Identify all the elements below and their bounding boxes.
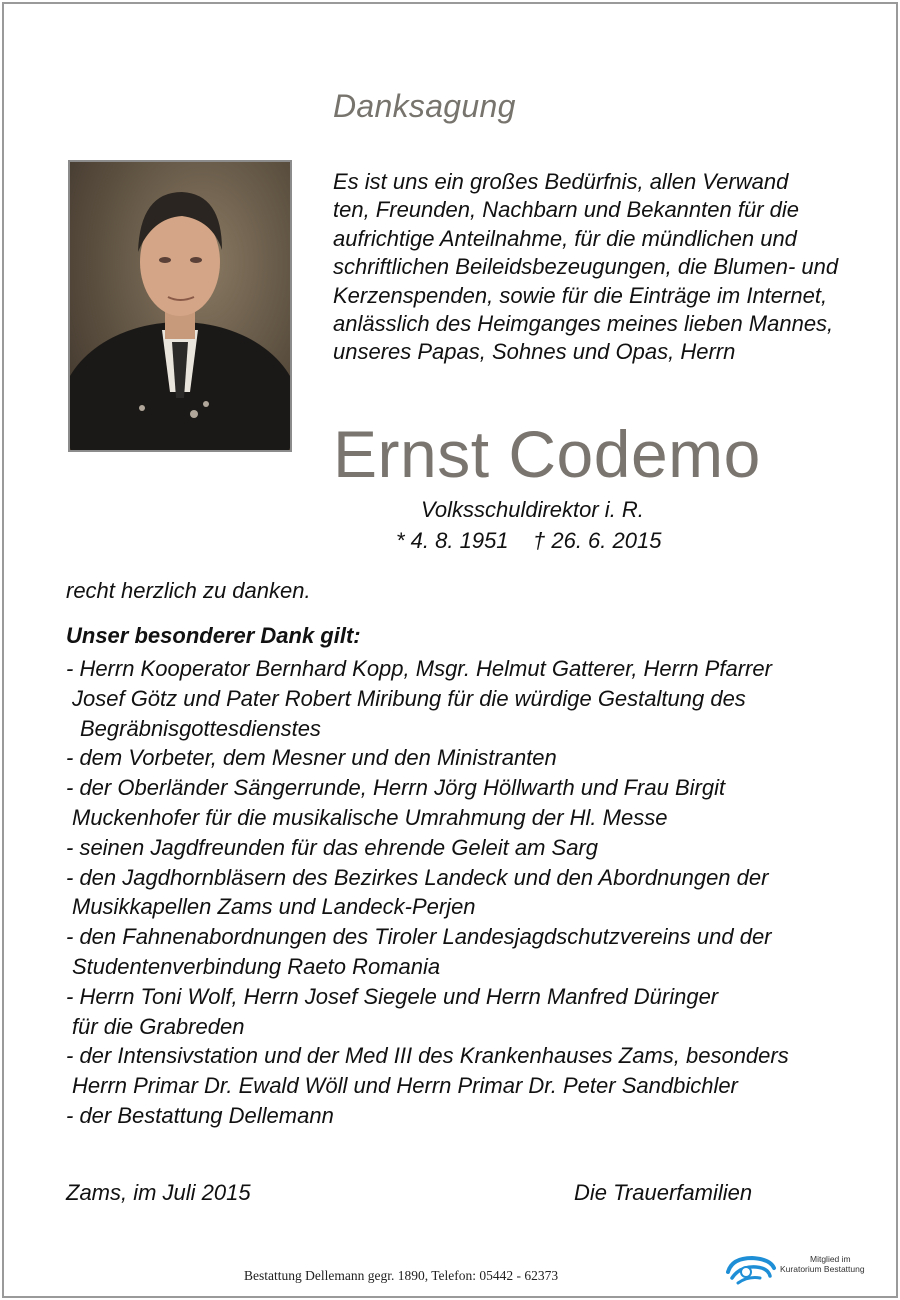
page-title: Danksagung [333,88,516,124]
thanks-line: Josef Götz und Pater Robert Miribung für die würdige Gestaltung des [72,685,746,711]
thanks-line: - den Fahnenabordnungen des Tiroler Landesjagdschutzvereins und der [66,924,772,950]
portrait-illustration [70,162,290,450]
thanks-line: Herrn Primar Dr. Ewald Wöll und Herrn Primar Dr. Peter Sandbichler [72,1073,738,1099]
special-thanks-list [66,654,866,1131]
intro-line: unseres Papas, Sohnes und Opas, Herrn [333,339,736,365]
thanks-line: Muckenhofer für die musikalische Umrahmung der Hl. Messe [72,804,668,830]
special-thanks-heading: Unser besonderer Dank gilt: [66,623,361,648]
kuratorium-badge [722,1250,872,1290]
intro-line: schriftlichen Beileidsbezeugungen, die Blumen- und [333,254,839,280]
badge-line-2: Kuratorium Bestattung [780,1264,865,1274]
thanks-line: Studentenverbindung Raeto Romania [72,953,441,979]
thanks-line: - Herrn Kooperator Bernhard Kopp, Msgr. Helmut Gatterer, Herrn Pfarrer [66,656,772,681]
thanks-line: Musikkapellen Zams und Landeck-Perjen [72,894,476,920]
thanks-line: - dem Vorbeter, dem Mesner und den Ministranten [66,745,557,771]
life-dates [396,528,661,554]
badge-text [780,1254,865,1274]
birth-date: * 4. 8. 1951 [396,528,509,553]
footer-contact: Bestattung Dellemann gegr. 1890, Telefon: 05442 - 62373 [244,1268,559,1283]
thanks-line: - der Bestattung Dellemann [66,1102,334,1128]
intro-line: ten, Freunden, Nachbarn und Bekannten für die [333,197,799,223]
thanks-line: - der Oberländer Sängerrunde, Herrn Jörg Höllwarth und Frau Birgit [66,775,726,801]
signature: Die Trauerfamilien [574,1180,753,1205]
intro-line: anlässlich des Heimganges meines lieben Mannes, [333,311,834,337]
portrait-photo [68,160,292,452]
badge-line-1: Mitglied im [810,1254,851,1264]
thanks-line: - den Jagdhornbläsern des Bezirkes Landeck und den Abordnungen der [66,864,769,890]
death-date: † 26. 6. 2015 [533,528,662,553]
intro-line: Es ist uns ein großes Bedürfnis, allen Verwand [333,169,789,194]
swirl-logo-icon [722,1250,782,1290]
thanks-line: für die Grabreden [72,1013,245,1039]
thanks-line: - der Intensivstation und der Med III des Krankenhauses Zams, besonders [66,1043,789,1069]
thanks-line: Begräbnisgottesdienstes [80,715,321,741]
intro-text [333,168,878,367]
deceased-name: Ernst Codemo [333,417,761,491]
closing-thanks: recht herzlich zu danken. [66,578,311,603]
deceased-title: Volksschuldirektor i. R. [421,497,644,522]
intro-line: aufrichtige Anteilnahme, für die mündlichen und [333,225,797,251]
intro-line: Kerzenspenden, sowie für die Einträge im Internet, [333,282,828,308]
thanks-line: - Herrn Toni Wolf, Herrn Josef Siegele und Herrn Manfred Düringer [66,983,719,1009]
thanks-line: - seinen Jagdfreunden für das ehrende Geleit am Sarg [66,834,598,860]
place-date: Zams, im Juli 2015 [66,1180,251,1205]
